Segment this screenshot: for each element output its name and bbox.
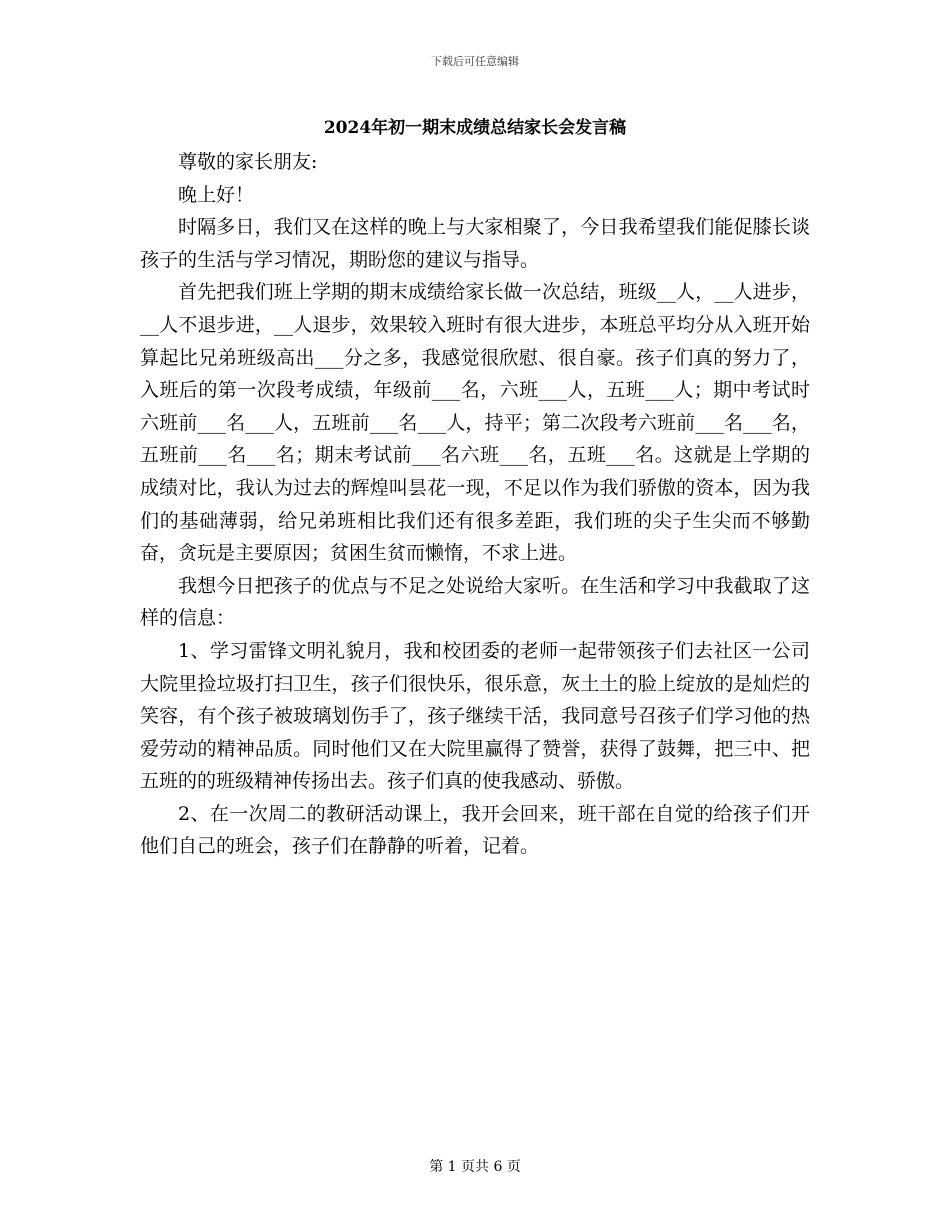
paragraph-results-summary: 首先把我们班上学期的期末成绩给家长做一次总结，班级__人，__人进步，__人不退步进，__人退步，效果较入班时有很大进步，本班总平均分从入班开始算起比兄弟班级高出___分之多，我感觉很欣慰、很自豪。孩子们真的努力了，入班后的第一次段考成绩，年级前___名，六班___人，五班___人；期中考试时六班前___名___人，五班前___名___人，持平；第二次段考六班前___名___名，五班前___名___名；期末考试前___名六班___名，五班___名。这就是上学期的成绩对比，我认为过去的辉煌叫昙花一现，不足以作为我们骄傲的资本，因为我们的基础薄弱，给兄弟班相比我们还有很多差距，我们班的尖子生尖而不够勤奋，贪玩是主要原因；贫困生贫而懒惰，不求上进。 — [140, 281, 810, 565]
page-header-note: 下载后可任意编辑 — [431, 55, 519, 68]
paragraph-transition: 我想今日把孩子的优点与不足之处说给大家听。在生活和学习中我截取了这样的信息： — [140, 574, 810, 630]
paragraph-point-2: 2、在一次周二的教研活动课上，我开会回来，班干部在自觉的给孩子们开他们自己的班会，孩子们在静静的听着，记着。 — [140, 802, 810, 858]
paragraph-greeting: 晚上好！ — [178, 183, 255, 206]
page-number: 第 1 页共 6 页 — [429, 1159, 521, 1175]
document-title: 2024年初一期末成绩总结家长会发言稿 — [323, 118, 627, 138]
document-body — [140, 146, 810, 863]
paragraph-point-1: 1、学习雷锋文明礼貌月，我和校团委的老师一起带领孩子们去社区一公司大院里捡垃圾打扫卫生，孩子们很快乐，很乐意，灰土土的脸上绽放的是灿烂的笑容，有个孩子被玻璃划伤手了，孩子继续干活，我同意号召孩子们学习他的热爱劳动的精神品质。同时他们又在大院里赢得了赞誉，获得了鼓舞，把三中、把五班的的班级精神传扬出去。孩子们真的使我感动、骄傲。 — [140, 639, 810, 793]
paragraph-intro: 时隔多日，我们又在这样的晚上与大家相聚了，今日我希望我们能促膝长谈孩子的生活与学习情况，期盼您的建议与指导。 — [140, 216, 810, 271]
paragraph-salutation: 尊敬的家长朋友: — [178, 151, 318, 173]
